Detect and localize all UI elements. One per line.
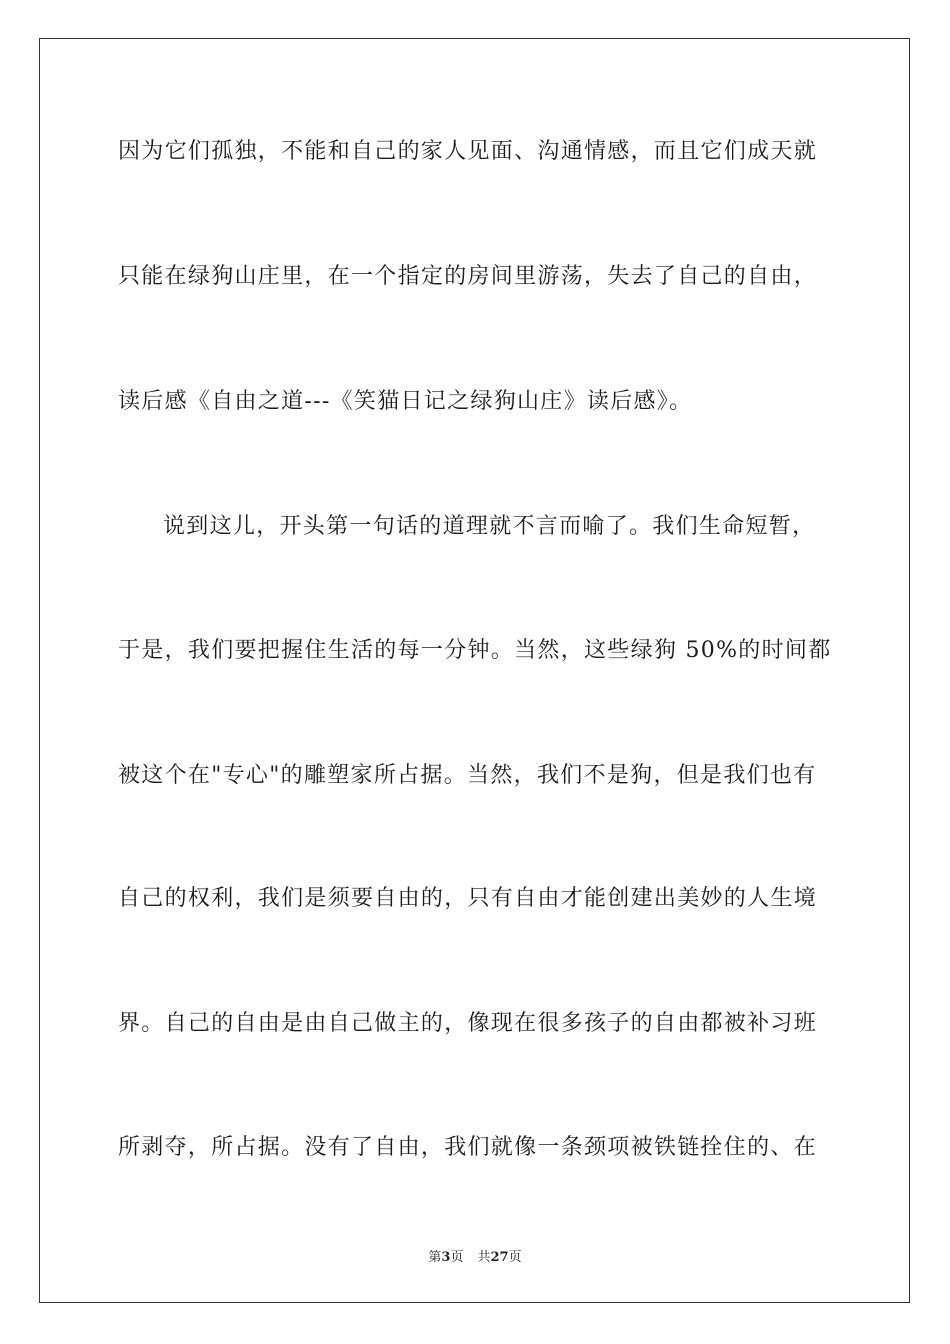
text-line-4: 说到这儿，开头第一句话的道理就不言而喻了。我们生命短暂， <box>163 514 816 539</box>
total-pages-number: 27 <box>490 1250 509 1265</box>
text-line-9: 所剥夺，所占据。没有了自由，我们就像一条颈项被铁链拴住的、在 <box>118 1135 818 1160</box>
total-prefix: 共 <box>477 1250 491 1265</box>
page-suffix: 页 <box>450 1250 464 1265</box>
page-footer <box>0 1250 950 1266</box>
total-suffix: 页 <box>508 1250 522 1265</box>
text-line-7: 自己的权利，我们是须要自由的，只有自由才能创建出美妙的人生境 <box>118 886 818 911</box>
page-border <box>39 38 910 1303</box>
page-prefix: 第 <box>428 1250 442 1265</box>
text-line-1: 因为它们孤独，不能和自己的家人见面、沟通情感，而且它们成天就 <box>118 139 818 164</box>
text-line-6: 被这个在"专心"的雕塑家所占据。当然，我们不是狗，但是我们也有 <box>118 763 817 788</box>
text-line-3: 读后感《自由之道---《笑猫日记之绿狗山庄》读后感》。 <box>118 389 693 414</box>
current-page-number: 3 <box>441 1250 451 1265</box>
text-line-5: 于是，我们要把握住生活的每一分钟。当然，这些绿狗 50%的时间都 <box>118 638 832 663</box>
text-line-2: 只能在绿狗山庄里，在一个指定的房间里游荡，失去了自己的自由， <box>118 264 818 289</box>
text-line-8: 界。自己的自由是由自己做主的，像现在很多孩子的自由都被补习班 <box>118 1011 818 1036</box>
